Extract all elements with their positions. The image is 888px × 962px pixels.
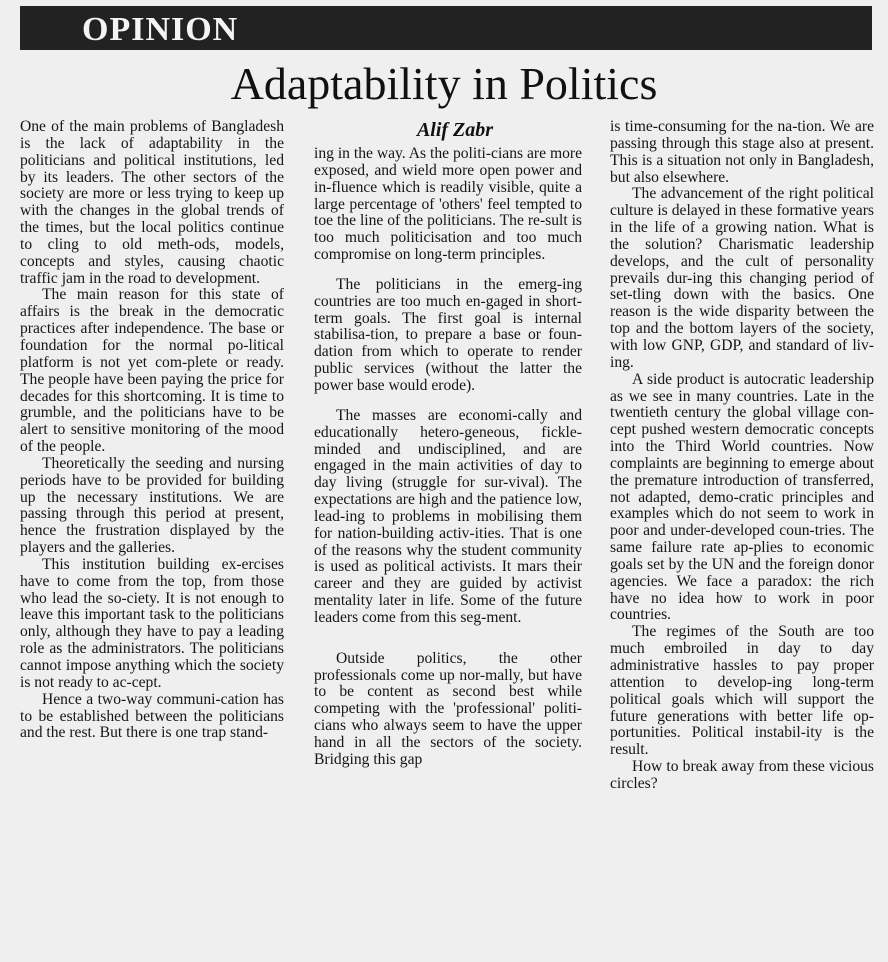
article-headline: Adaptability in Politics bbox=[230, 58, 658, 109]
paragraph: The main reason for this state of affairs is the break in the democratic practices after independence. The base or foundation for the normal po-litical platform is not yet com-plete or ready. The people have been paying the price for decades for this shortcoming. It is time to grumble, and the politicians have to be alert to sensitive monitoring of the mood of the people. bbox=[20, 286, 284, 456]
text-column-2 bbox=[314, 146, 582, 769]
paragraph: Theoretically the seeding and nursing periods have to be provided for building up the necessary institutions. We are passing through this period at present, hence the frustration displayed by the players and the galleries. bbox=[20, 454, 284, 557]
section-label: OPINION bbox=[82, 11, 239, 48]
paragraph: The regimes of the South are too much embroiled in day to day administrative hassles to pay proper attention to develop-ing long-term political goals which will support the future generations with better life op-portunities. Political instabil-ity is the result. bbox=[610, 623, 874, 759]
paragraph: One of the main problems of Bangladesh is the lack of adaptability in the politicians and political institutions, led by its leaders. The other sectors of the society are more or less trying to keep up with the changes in the global trends of the times, but the local politics continue to cling to old meth-ods, models, concepts and styles, causing chaotic traffic jam in the road to development. bbox=[20, 118, 284, 287]
paragraph: is time-consuming for the na-tion. We are passing through this stage also at present. This is a situation not only in Bangladesh, but also elsewhere. bbox=[610, 118, 874, 186]
paragraph: ing in the way. As the politi-cians are more exposed, and wield more open power and in-fluence which is readily visible, quite a large percentage of 'others' feel tempted to toe the line of the politicians. The re-sult is too much politicisation and too much compromise on long-term principles. bbox=[314, 145, 582, 264]
section-banner bbox=[20, 6, 872, 50]
paragraph: The masses are economi-cally and educationally hetero-geneous, fickle-minded and undisciplined, and are engaged in the main activities of day to day living (struggle for sur-vival). The expectations are high and the patience low, lead-ing to problems in mobilising them for nation-building activ-ities. That is one of the reasons why the student community is used as political activists. It mars their career and they are guided by activist mentality later in life. Some of the future leaders come from this seg-ment. bbox=[314, 406, 582, 626]
text-column-3 bbox=[610, 119, 874, 793]
paragraph: Outside politics, the other professionals come up nor-mally, but have to be content as second best while competing with the 'professional' politi-cians who always seem to have the upper hand in all the sectors of the society. Bridging this gap bbox=[314, 649, 582, 768]
paragraph: Hence a two-way communi-cation has to be established between the politicians and the rest. But there is one trap stand- bbox=[20, 690, 284, 742]
article-byline: Alif Zabr bbox=[416, 119, 494, 141]
paragraph: A side product is autocratic leadership as we see in many countries. Late in the twentieth century the global village con-cept pushed western democratic concepts into the Third World countries. Now complaints are beginning to emerge about the premature introduction of transferred, not adapted, demo-cratic principles and examples which do not seem to work in poor and under-developed coun-tries. The same failure rate ap-plies to economic goals set by the UN and the foreign donor agencies. We face a paradox: the rich have no idea how to work in poor countries. bbox=[610, 370, 874, 624]
paragraph: This institution building ex-ercises have to come from the top, from those who lead the so-ciety. It is not enough to leave this important task to the politicians only, although they have to pay a leading role as the administrators. The politicians cannot impose anything which the society is not ready to ac-cept. bbox=[20, 555, 284, 691]
paragraph: How to break away from these vicious circles? bbox=[610, 758, 874, 792]
text-column-1 bbox=[20, 119, 284, 742]
paragraph: The politicians in the emerg-ing countries are too much en-gaged in short-term goals. The first goal is internal stabilisa-tion, to prepare a base or foun-dation from which to operate to render public services (without the latter the power base would erode). bbox=[314, 275, 582, 394]
paragraph: The advancement of the right political culture is delayed in these formative years in the life of a growing nation. What is the solution? Charismatic leadership develops, and the cult of personality prevails dur-ing this changing period of set-tling down with the basics. One reason is the wide disparity between the top and the bottom layers of the society, with low GNP, GDP, and standard of liv-ing. bbox=[610, 185, 874, 371]
